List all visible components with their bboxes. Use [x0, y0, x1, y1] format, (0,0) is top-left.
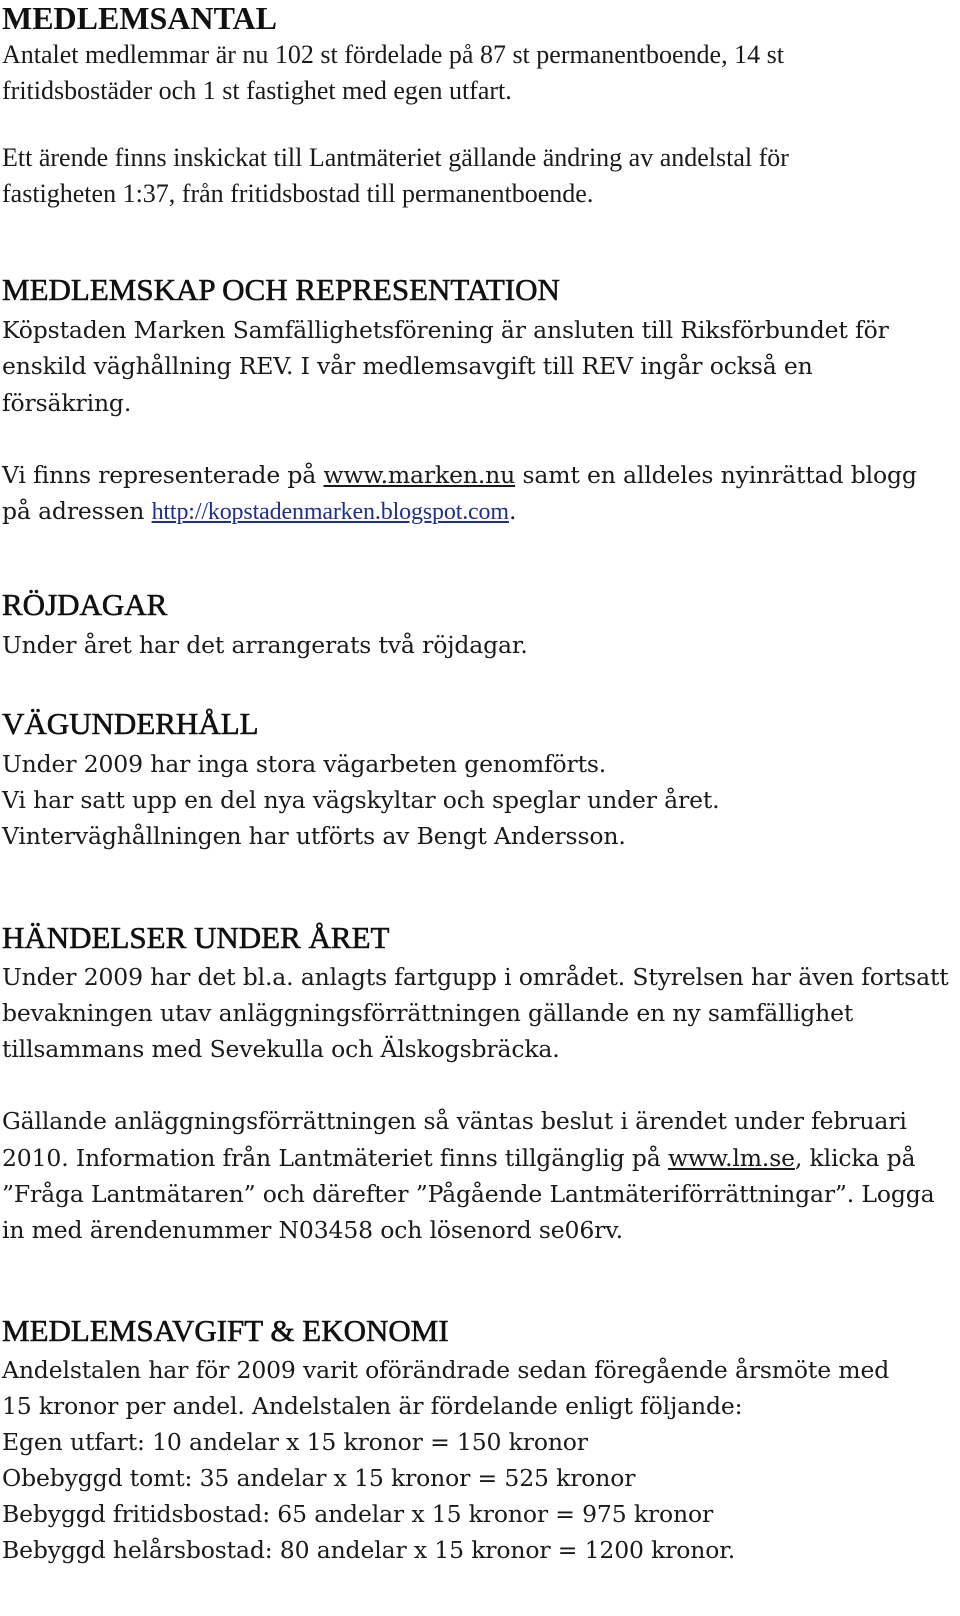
- paragraph-line: fritidsbostäder och 1 st fastighet med egen utfart.: [2, 76, 512, 105]
- link-marken[interactable]: www.marken.nu: [323, 461, 516, 489]
- fee-line: Egen utfart: 10 andelar x 15 kronor = 150 kronor: [2, 1428, 588, 1456]
- paragraph-line: försäkring.: [2, 389, 132, 417]
- paragraph-line: Under 2009 har inga stora vägarbeten genomförts.: [2, 750, 607, 778]
- heading-medlemsavgift: MEDLEMSAVGIFT & EKONOMI: [2, 1313, 449, 1348]
- heading-handelser: HÄNDELSER UNDER ÅRET: [2, 920, 390, 955]
- paragraph-line: Under 2009 har det bl.a. anlagts fartgupp i området. Styrelsen har även fortsatt: [2, 963, 949, 991]
- link-blog[interactable]: http://kopstadenmarken.blogspot.com: [151, 499, 509, 525]
- text-span: , klicka på: [794, 1144, 916, 1172]
- paragraph-line: enskild väghållning REV. I vår medlemsavgift till REV ingår också en: [2, 352, 813, 380]
- info-line: [2, 1140, 915, 1177]
- paragraph-line: Andelstalen har för 2009 varit oförändrade sedan föregående årsmöte med: [2, 1356, 890, 1384]
- text-span: samt en alldeles nyinrättad blogg: [515, 461, 917, 489]
- paragraph-line: in med ärendenummer N03458 och lösenord se06rv.: [2, 1216, 623, 1244]
- text-span: 2010. Information från Lantmäteriet finns tillgänglig på: [2, 1144, 668, 1172]
- paragraph-line: Vinterväghållningen har utförts av Bengt Andersson.: [2, 822, 626, 850]
- text-span: .: [508, 497, 517, 525]
- fee-line: Obebyggd tomt: 35 andelar x 15 kronor = 525 kronor: [2, 1464, 636, 1492]
- fee-line: Bebyggd fritidsbostad: 65 andelar x 15 kronor = 975 kronor: [2, 1500, 714, 1528]
- text-span: på adressen: [2, 497, 152, 525]
- paragraph-line: tillsammans med Sevekulla och Älskogsbräcka.: [2, 1035, 560, 1063]
- paragraph-line: Gällande anläggningsförrättningen så väntas beslut i ärendet under februari: [2, 1107, 907, 1135]
- heading-rojdagar: RÖJDAGAR: [2, 587, 168, 622]
- paragraph-line: ”Fråga Lantmätaren” och därefter ”Pågående Lantmäteriförrättningar”. Logga: [2, 1180, 935, 1208]
- paragraph-line: Ett ärende finns inskickat till Lantmäteriet gällande ändring av andelstal för: [2, 143, 789, 172]
- blog-address-line: [2, 493, 516, 531]
- paragraph-line: Under året har det arrangerats två röjdagar.: [2, 631, 528, 659]
- paragraph-line: bevakningen utav anläggningsförrättningen gällande en ny samfällighet: [2, 999, 854, 1027]
- paragraph-line: fastigheten 1:37, från fritidsbostad till permanentboende.: [2, 179, 594, 208]
- link-lm[interactable]: www.lm.se: [667, 1144, 795, 1172]
- paragraph-line: Vi har satt upp en del nya vägskyltar och speglar under året.: [2, 786, 720, 814]
- heading-medlemskap: MEDLEMSKAP OCH REPRESENTATION: [2, 272, 560, 307]
- text-span: Vi finns representerade på: [2, 461, 324, 489]
- heading-medlemsantal: MEDLEMSANTAL: [2, 0, 277, 36]
- fee-line: Bebyggd helårsbostad: 80 andelar x 15 kronor = 1200 kronor.: [2, 1536, 736, 1564]
- heading-vagunderhall: VÄGUNDERHÅLL: [2, 706, 259, 741]
- paragraph-line: Köpstaden Marken Samfällighetsförening är ansluten till Riksförbundet för: [2, 316, 889, 344]
- paragraph-line: 15 kronor per andel. Andelstalen är fördelande enligt följande:: [2, 1392, 743, 1420]
- paragraph-line: Antalet medlemmar är nu 102 st fördelade på 87 st permanentboende, 14 st: [2, 40, 784, 69]
- representation-line: [2, 457, 917, 494]
